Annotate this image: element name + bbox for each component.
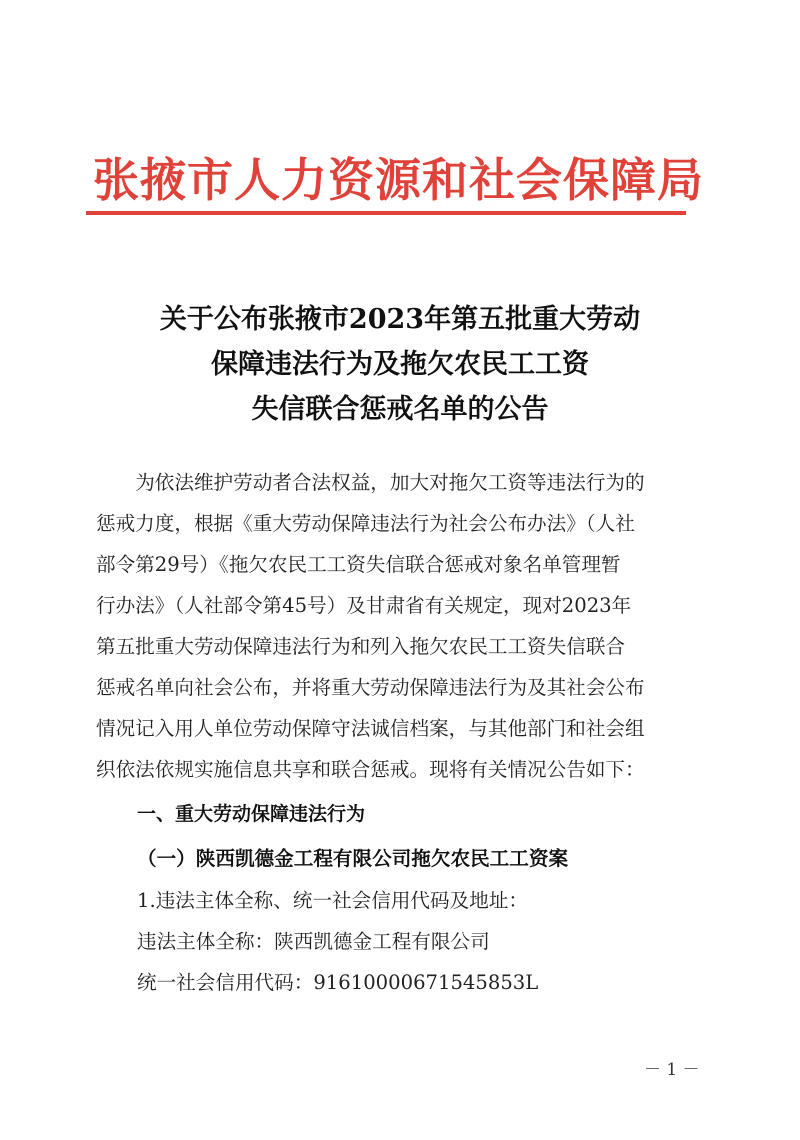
- intro-line-6: 惩戒名单向社会公布，并将重大劳动保障违法行为及其社会公布: [96, 676, 645, 699]
- intro-line-4: 行办法》（人社部令第45号）及甘肃省有关规定，现对2023年: [96, 594, 632, 617]
- intro-line-3: 部令第29号）《拖欠农民工工资失信联合惩戒对象名单管理暂: [96, 553, 621, 576]
- intro-line-8: 织依法依规实施信息共享和联合惩戒。现将有关情况公告如下：: [96, 758, 645, 781]
- case-heading-1: （一）陕西凯德金工程有限公司拖欠农民工工资案: [137, 847, 569, 870]
- intro-paragraph: [96, 462, 716, 790]
- intro-line-2: 惩戒力度，根据《重大劳动保障违法行为社会公布办法》（人社: [96, 512, 635, 535]
- agency-name-header: 张掖市人力资源和社会保障局: [93, 153, 704, 207]
- credit-code: 统一社会信用代码：91610000671545853L: [137, 971, 539, 994]
- entity-name: 违法主体全称：陕西凯德金工程有限公司: [137, 930, 490, 953]
- notice-title: [60, 297, 740, 432]
- page-number: － 1 －: [644, 1060, 700, 1080]
- red-header-rule: [86, 211, 686, 215]
- title-line-3: 失信联合惩戒名单的公告: [251, 394, 549, 425]
- title-line-2: 保障违法行为及拖欠农民工工资: [211, 349, 589, 380]
- intro-line-5: 第五批重大劳动保障违法行为和列入拖欠农民工工资失信联合: [96, 635, 626, 658]
- intro-line-7: 情况记入用人单位劳动保障守法诚信档案，与其他部门和社会组: [96, 717, 645, 740]
- item-1-label: 1.违法主体全称、统一社会信用代码及地址：: [137, 889, 528, 912]
- section-heading-1: 一、重大劳动保障违法行为: [137, 803, 366, 825]
- title-line-1: 关于公布张掖市2023年第五批重大劳动: [159, 304, 641, 335]
- intro-line-1: 为依法维护劳动者合法权益，加大对拖欠工资等违法行为的: [135, 471, 645, 494]
